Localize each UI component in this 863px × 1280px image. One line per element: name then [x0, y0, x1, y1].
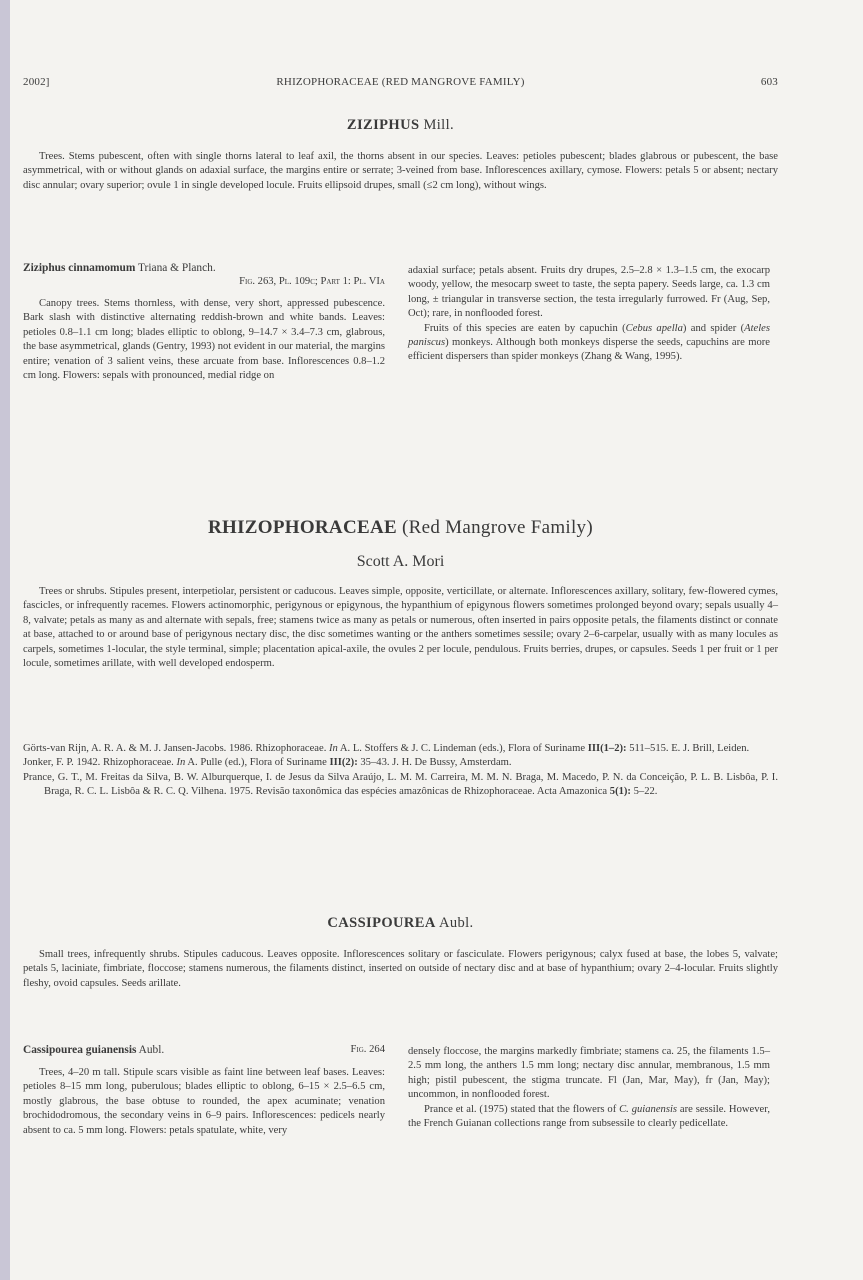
note-text: ) monkeys. Although both monkeys disperse the seeds, capuchins are more efficient dispersers than spider monkeys (Zhang & Wang, 1995).: [408, 337, 770, 363]
ziziphus-species-text-left: Canopy trees. Stems thornless, with dense, very short, appressed pubescence. Bark slash with distinctive alternating reddish-brown and white bands. Leaves: petioles 0.8–1.1 cm long; blades elliptic to oblong, 9–14.7 × 3.4–7.3 cm, glabrous, the base asymmetrical, glands (Gentry, 1993) not evident in our material, the margins entire; venation of 3 salient veins, these arcuate from base. Inflorescences 0.8–1.2 cm long. Flowers: sepals with pronounced, medial ridge on: [23, 298, 385, 382]
family-name: RHIZOPHORACEAE: [208, 517, 397, 538]
ziziphus-species-authority: Triana & Planch.: [135, 262, 216, 274]
ziziphus-species-heading: [23, 262, 385, 274]
cassipourea-species-note: [408, 1103, 770, 1132]
note-species: C. guianensis: [619, 1103, 678, 1115]
page-number: 603: [760, 76, 778, 88]
reference-item: [23, 771, 778, 800]
ref-volume: III(1–2):: [587, 743, 627, 754]
ref-text: Görts-van Rijn, A. R. A. & M. J. Jansen-Jacobs. 1986. Rhizophoraceae.: [23, 743, 329, 754]
cassipourea-species-text-right: densely floccose, the margins markedly fimbriate; stamens ca. 25, the filaments 1.5–2.5 mm long, the anthers 1.5 mm long; nectary disc annular, membranous, 1.5 mm high; pistil pubescent, the stigma truncate. Fl (Jan, Mar, May), fr (Jan, May); uncommon, in nonflooded forest.: [408, 1046, 770, 1101]
reference-item: [23, 742, 778, 756]
family-description-block: [23, 585, 778, 671]
ziziphus-species-note: [408, 322, 770, 365]
cassipourea-description: Small trees, infrequently shrubs. Stipules caducous. Leaves opposite. Inflorescences solitary or fasciculate. Flowers perigynous; calyx fused at base, the lobes 5, valvate; petals 5, laciniate, fimbriate, floccose; stamens numerous, the filaments distinct, inserted on outside of nectary disc and at base of hypanthium; ovary 2–4-locular. Fruits slightly fleshy, ovoid capsules. Seeds arillate.: [23, 949, 778, 989]
ziziphus-species-text-right: adaxial surface; petals absent. Fruits dry drupes, 2.5–2.8 × 1.3–1.5 cm, the exocarp woody, yellow, the mesocarp sweet to taste, the septa papery. Seeds large, ca. 1.3 cm long, ± triangular in transverse section, the testa irregularly furrowed. Fr (Aug, Sep, Oct); rare, in nonflooded forest.: [408, 265, 770, 320]
ref-in: In: [329, 743, 338, 754]
ref-text: Prance, G. T., M. Freitas da Silva, B. W. Alburquerque, I. de Jesus da Silva Araújo, L. M. M. Carreira, M. M. N. Braga, M. Macedo, P. N. da Conceição, P. L. B. Lisbôa, P. I. Braga, R. C. L. Lisbôa & R. C. Q. Vilhena. 1975. Revisão taxonômica das espécies amazônicas de Rhizophoraceae. Acta Amazonica: [23, 771, 778, 798]
cassipourea-species-name: Cassipourea guianensis: [23, 1044, 137, 1056]
reference-item: [23, 756, 778, 770]
ref-text: 511–515. E. J. Brill, Leiden.: [626, 743, 750, 754]
note-text: Fruits of this species are eaten by capuchin (: [424, 322, 626, 334]
cassipourea-species-authority: Aubl.: [136, 1044, 165, 1056]
ziziphus-species-name: Ziziphus cinnamomum: [23, 262, 136, 274]
ziziphus-genus-heading: [23, 117, 778, 134]
cassipourea-genus-name: CASSIPOUREA: [327, 915, 436, 931]
ziziphus-species-left-column: [23, 262, 385, 383]
ref-volume: 5(1):: [609, 786, 631, 798]
ref-text: 5–22.: [630, 786, 658, 798]
running-header: [23, 76, 778, 92]
cassipourea-description-block: [23, 948, 778, 991]
ziziphus-species-right-column: [408, 264, 770, 365]
ref-text: 35–43. J. H. De Bussy, Amsterdam.: [357, 757, 512, 769]
ref-text: Jonker, F. P. 1942. Rhizophoraceae.: [23, 757, 177, 769]
note-spider: Ateles paniscus: [408, 322, 770, 349]
page-edge-shadow: [0, 0, 10, 1280]
ziziphus-species-figure-ref: Fig. 263, Pl. 109c; Part 1: Pl. VIa: [239, 276, 385, 287]
note-text: are sessile. However, the French Guianan collections range from subsessile to clearly pedicellate.: [408, 1103, 770, 1130]
family-author: Scott A. Mori: [356, 553, 445, 570]
family-references: [23, 742, 778, 800]
cassipourea-species-right-column: [408, 1045, 770, 1131]
family-common-name: (Red Mangrove Family): [396, 517, 593, 538]
cassipourea-species-text-left: Trees, 4–20 m tall. Stipule scars visible as faint line between leaf bases. Leaves: petioles 8–15 mm long, puberulous; blades elliptic to oblong, 6–15 × 2.5–6.5 cm, mostly glabrous, the base obtuse to rounded, the apex acuminate; venation brochidodromous, the secondary veins in 6–9 pairs. Inflorescences: pedicels nearly absent to ca. 5 mm long. Flowers: petals spatulate, white, very: [23, 1067, 385, 1136]
family-description: Trees or shrubs. Stipules present, interpetiolar, persistent or caducous. Leaves simple, opposite, verticillate, or alternate. Inflorescences axillary, solitary, few-flowered cymes, fascicles, or infrequently racemes. Flowers actinomorphic, perigynous or epigynous, the hypanthium of epigynous flowers sometimes prolonged beyond ovary; sepals usually 4–8, valvate; petals as many as and alternate with sepals, free; stamens twice as many as petals or numerous, often inserted in pairs opposite petals, the filaments distinct or connate at base, attached to or around base of perigynous nectary disc, the disc sometimes wanting or the anthers sometimes sessile; ovary 2–6-carpelar, usually with as many locules as carpels, sometimes 1-locular, the style terminal, simple; placentation apical-axile, the ovules 2 per locule, pendulous. Fruits berries, drupes, or capsules. Seeds 1 per fruit or 1 per locule, sometimes arillate, with well developed endosperm.: [23, 586, 778, 670]
cassipourea-species-left-column: [23, 1044, 385, 1138]
cassipourea-species-heading: [23, 1044, 385, 1056]
ref-volume: III(2):: [329, 757, 358, 769]
cassipourea-genus-heading: [23, 915, 778, 932]
ref-text: A. Pulle (ed.), Flora of Suriname: [185, 757, 330, 769]
ref-in: In: [176, 757, 186, 769]
cassipourea-genus-author: Aubl.: [435, 915, 474, 931]
ziziphus-genus-author: Mill.: [419, 117, 455, 133]
ref-text: A. L. Stoffers & J. C. Lindeman (eds.), Flora of Suriname: [337, 743, 588, 754]
ziziphus-description-block: [23, 150, 778, 193]
family-heading: [23, 517, 778, 539]
cassipourea-species-figure-ref: Fig. 264: [350, 1044, 385, 1055]
header-year: 2002]: [23, 76, 50, 88]
header-running-title: RHIZOPHORACEAE (RED MANGROVE FAMILY): [276, 76, 525, 88]
ziziphus-genus-name: ZIZIPHUS: [346, 117, 420, 133]
ziziphus-description: Trees. Stems pubescent, often with single thorns lateral to leaf axil, the thorns absent in our species. Leaves: petioles pubescent; blades glabrous or pubescent, the base asymmetrical, with or without glands on adaxial surface, the margins entire or serrate; 3-veined from base. Inflorescences axillary, cymose. Flowers: petals 5 or absent; nectary disc annular; ovary superior; ovule 1 in single developed locule. Fruits ellipsoid drupes, small (≤2 cm long), without wings.: [23, 151, 778, 191]
note-capuchin: Cebus apella: [625, 322, 683, 334]
note-text: Prance et al. (1975) stated that the flowers of: [424, 1103, 620, 1115]
note-text: ) and spider (: [682, 322, 745, 334]
